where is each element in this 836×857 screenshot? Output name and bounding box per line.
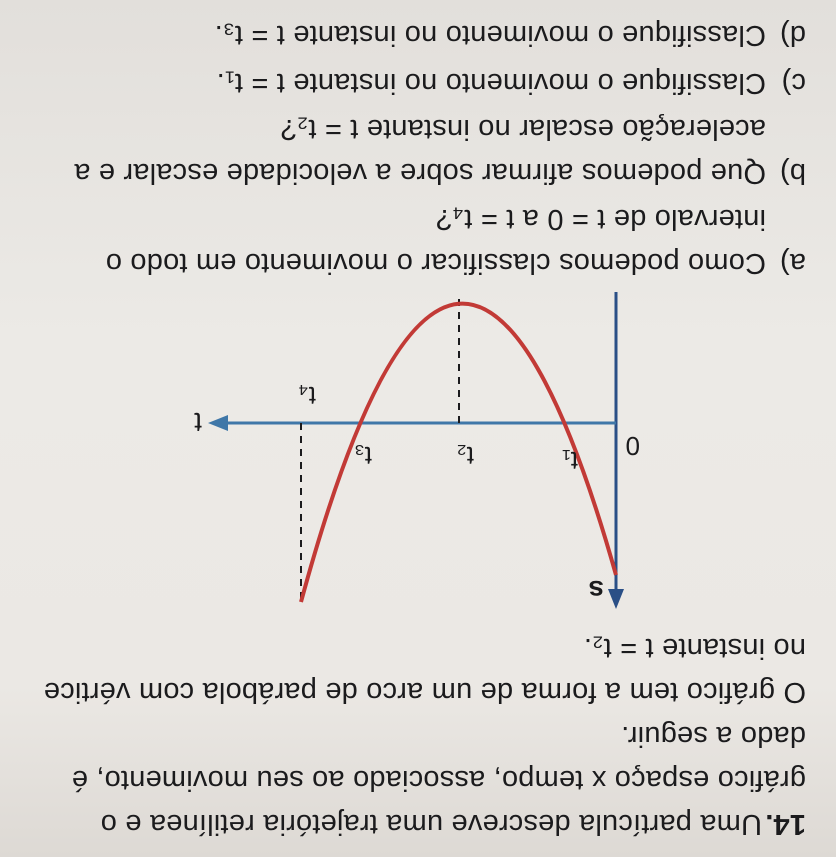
t3-label: t₃: [354, 441, 372, 471]
intro-line-5: no instante t = t₂.: [583, 632, 806, 664]
t4-label: t₄: [298, 381, 316, 411]
s-axis-label: s: [588, 575, 604, 606]
item-b-line-2: aceleração escalar no instante t = t₂?: [280, 113, 766, 145]
item-c-letter: c): [781, 67, 806, 99]
item-a-letter: a): [779, 247, 806, 279]
item-d-line-1: Classifique o movimento no instante t = t₃.: [214, 19, 766, 51]
origin-label: 0: [625, 431, 640, 461]
problem-number: 14.: [765, 808, 806, 840]
intro-line-1: Uma partícula descreve uma trajetória retilínea e o: [100, 808, 762, 840]
item-a-line-2: intervalo de t = 0 a t = t₄?: [435, 203, 766, 235]
t2-label: t₂: [456, 441, 474, 471]
intro-line-3: dado a seguir.: [621, 720, 806, 752]
item-b-letter: b): [779, 157, 806, 189]
t-axis-label: t: [194, 407, 202, 438]
s-axis-arrow: [608, 589, 624, 609]
item-c-line-1: Classifique o movimento no instante t = t₁.: [216, 67, 766, 99]
item-d-letter: d): [779, 19, 806, 51]
item-b-line-1: Que podemos afirmar sobre a velocidade escalar e a: [74, 157, 766, 189]
t-axis-arrow: [208, 415, 228, 431]
intro-line-4: O gráfico tem a forma de um arco de parábola com vértice: [43, 676, 806, 708]
t1-label: t₁: [562, 446, 578, 476]
item-a-line-1: Como podemos classificar o movimento em todo o: [105, 247, 766, 279]
intro-line-2: gráfico espaço x tempo, associado ao seu movimento, é: [71, 764, 806, 796]
